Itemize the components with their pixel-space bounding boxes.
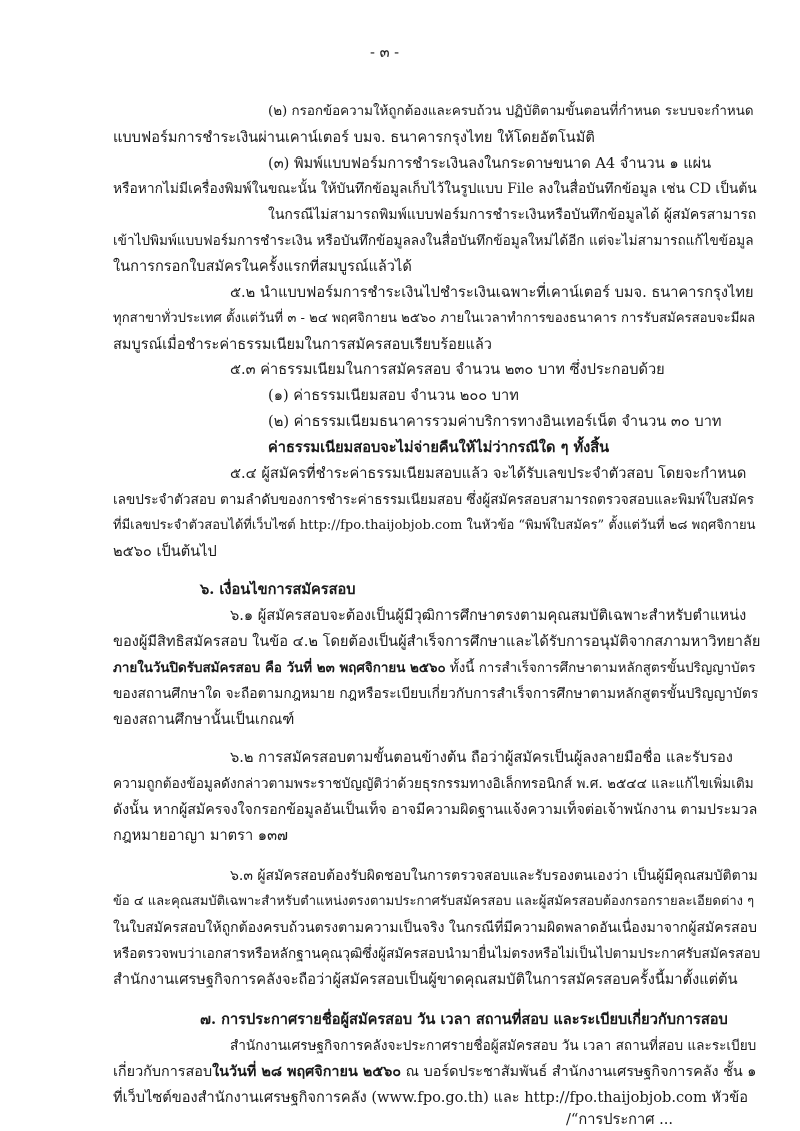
text-line: แบบฟอร์มการชำระเงินผ่านเคาน์เตอร์ บมจ. ธนาคารกรุงไทย ให้โดยอัตโนมัติ <box>113 129 595 146</box>
text-line: ในกรณีไม่สามารถพิมพ์แบบฟอร์มการชำระเงินหรือบันทึกข้อมูลได้ ผู้สมัครสามารถ <box>268 207 757 223</box>
text-line: เข้าไปพิมพ์แบบฟอร์มการชำระเงิน หรือบันทึกข้อมูลลงในสื่อบันทึกข้อมูลใหม่ได้อีก แต่จะไม่สามารถแก้ไขข้อมูล <box>113 233 754 249</box>
announcement-date-text: ในวันที่ ๒๘ พฤศจิกายน ๒๕๖๐ <box>212 1063 402 1080</box>
text-line: (๓) พิมพ์แบบฟอร์มการชำระเงินลงในกระดาษขนาด A4 จำนวน ๑ แผ่น <box>268 155 712 172</box>
page-number: - ๓ - <box>370 44 400 61</box>
fee-item-2: (๒) ค่าธรรมเนียมธนาคารรวมค่าบริการทางอินเทอร์เน็ต จำนวน ๓๐ บาท <box>268 413 722 430</box>
text-line: ของสถานศึกษานั้นเป็นเกณฑ์ <box>113 711 295 728</box>
text-line: หรือหากไม่มีเครื่องพิมพ์ในขณะนั้น ให้บันทึกข้อมูลเก็บไว้ในรูปแบบ File ลงในสื่อบันทึกข้อมูล เช่น CD เป็นต้น <box>113 181 757 197</box>
text-span: เกี่ยวกับการสอบ <box>113 1064 213 1080</box>
text-line: ดังนั้น หากผู้สมัครจงใจกรอกข้อมูลอันเป็นเท็จ อาจมีความผิดฐานแจ้งความเท็จต่อเจ้าพนักงาน ตามประมวล <box>113 802 758 818</box>
text-line: สมบูรณ์เมื่อชำระค่าธรรมเนียมในการสมัครสอบเรียบร้อยแล้ว <box>113 336 492 353</box>
section-6-heading: ๖. เงื่อนไขการสมัครสอบ <box>200 581 356 598</box>
section-5-3: ๕.๓ ค่าธรรมเนียมในการสมัครสอบ จำนวน ๒๓๐ บาท ซึ่งประกอบด้วย <box>230 361 665 378</box>
text-line: ในใบสมัครสอบให้ถูกต้องครบถ้วนตรงตามความเป็นจริง ในกรณีที่มีความผิดพลาดอันเนื่องมาจากผู้สมัครสอบ <box>113 920 757 936</box>
continuation-marker: /“การประกาศ ... <box>566 1111 674 1128</box>
text-line: ของสถานศึกษาใด จะถือตามกฎหมาย กฎหรือระเบียบเกี่ยวกับการสำเร็จการศึกษาตามหลักสูตรขั้นปริญญาบัตร <box>113 686 759 702</box>
fee-item-1: (๑) ค่าธรรมเนียมสอบ จำนวน ๒๐๐ บาท <box>268 387 519 404</box>
text-line: ความถูกต้องข้อมูลดังกล่าวตามพระราชบัญญัติว่าด้วยธุรกรรมทางอิเล็กทรอนิกส์ พ.ศ. ๒๕๔๔ และแก้ไขเพิ่มเติม <box>113 776 754 792</box>
section-7-heading: ๗. การประกาศรายชื่อผู้สมัครสอบ วัน เวลา สถานที่สอบ และระเบียบเกี่ยวกับการสอบ <box>200 1011 728 1028</box>
text-span: ณ บอร์ดประชาสัมพันธ์ สำนักงานเศรษฐกิจการคลัง ชั้น ๑ <box>401 1064 757 1080</box>
section-5-2: ๕.๒ นำแบบฟอร์มการชำระเงินไปชำระเงินเฉพาะที่เคาน์เตอร์ บมจ. ธนาคารกรุงไทย <box>230 284 754 301</box>
text-line: ข้อ ๔ และคุณสมบัติเฉพาะสำหรับตำแหน่งตรงตามประกาศรับสมัครสอบ และผู้สมัครสอบต้องกรอกรายละเอียดต่าง ๆ <box>113 894 755 909</box>
text-line: ทุกสาขาทั่วประเทศ ตั้งแต่วันที่ ๓ - ๒๔ พฤศจิกายน ๒๕๖๐ ภายในเวลาทำการของธนาคาร การรับสมัครสอบจะมีผล <box>113 311 756 326</box>
text-line: สำนักงานเศรษฐกิจการคลังจะถือว่าผู้สมัครสอบเป็นผู้ขาดคุณสมบัติในการสมัครสอบครั้งนี้มาตั้งแต่ต้น <box>113 971 738 988</box>
section-6-1: ๖.๑ ผู้สมัครสอบจะต้องเป็นผู้มีวุฒิการศึกษาตรงตามคุณสมบัติเฉพาะสำหรับตำแหน่ง <box>230 607 747 624</box>
section-5-4: ๕.๔ ผู้สมัครที่ชำระค่าธรรมเนียมสอบแล้ว จะได้รับเลขประจำตัวสอบ โดยจะกำหนด <box>230 465 747 482</box>
text-line: ในการกรอกใบสมัครในครั้งแรกที่สมบูรณ์แล้วได้ <box>113 258 412 275</box>
section-6-2: ๖.๒ การสมัครสอบตามขั้นตอนข้างต้น ถือว่าผู้สมัครเป็นผู้ลงลายมือชื่อ และรับรอง <box>230 749 733 766</box>
text-line: กฎหมายอาญา มาตรา ๑๓๗ <box>113 827 289 844</box>
text-line: หรือตรวจพบว่าเอกสารหรือหลักฐานคุณวุฒิซึ่งผู้สมัครสอบนำมายื่นไม่ตรงหรือไม่เป็นไปตามประกาศรับสมัครสอบ <box>113 946 761 962</box>
text-line: สำนักงานเศรษฐกิจการคลังจะประกาศรายชื่อผู้สมัครสอบ วัน เวลา สถานที่สอบ และระเบียบ <box>230 1038 757 1054</box>
text-line <box>113 1062 756 1082</box>
text-line: เลขประจำตัวสอบ ตามลำดับของการชำระค่าธรรมเนียมสอบ ซึ่งผู้สมัครสอบสามารถตรวจสอบและพิมพ์ใบสมัคร <box>113 492 755 508</box>
text-line: (๒) กรอกข้อความให้ถูกต้องและครบถ้วน ปฏิบัติตามขั้นตอนที่กำหนด ระบบจะกำหนด <box>268 104 754 119</box>
text-line: ๒๕๖๐ เป็นต้นไป <box>113 543 217 560</box>
text-line: ของผู้มีสิทธิสมัครสอบ ในข้อ ๔.๒ โดยต้องเป็นผู้สำเร็จการศึกษาและได้รับการอนุมัติจากสภามหาวิทยาลัย <box>113 633 761 650</box>
section-6-3: ๖.๓ ผู้สมัครสอบต้องรับผิดชอบในการตรวจสอบและรับรองตนเองว่า เป็นผู้มีคุณสมบัติตาม <box>230 868 758 884</box>
text-line: ที่มีเลขประจำตัวสอบได้ที่เว็บไซต์ http://fpo.thaijobjob.com ในหัวข้อ “พิมพ์ใบสมัคร” ตั้งแต่วันที่ ๒๘ พฤศจิกายน <box>113 518 756 533</box>
no-refund-notice: ค่าธรรมเนียมสอบจะไม่จ่ายคืนให้ไม่ว่ากรณีใด ๆ ทั้งสิ้น <box>268 439 610 456</box>
text-span: ทั้งนี้ การสำเร็จการศึกษาตามหลักสูตรขั้นปริญญาบัตร <box>445 661 756 676</box>
text-line: ที่เว็บไซต์ของสำนักงานเศรษฐกิจการคลัง (www.fpo.go.th) และ http://fpo.thaijobjob.com หัวข้อ <box>113 1089 748 1106</box>
text-line <box>113 658 756 679</box>
closing-date-text: ภายในวันปิดรับสมัครสอบ คือ วันที่ ๒๓ พฤศจิกายน ๒๕๖๐ <box>113 660 446 676</box>
